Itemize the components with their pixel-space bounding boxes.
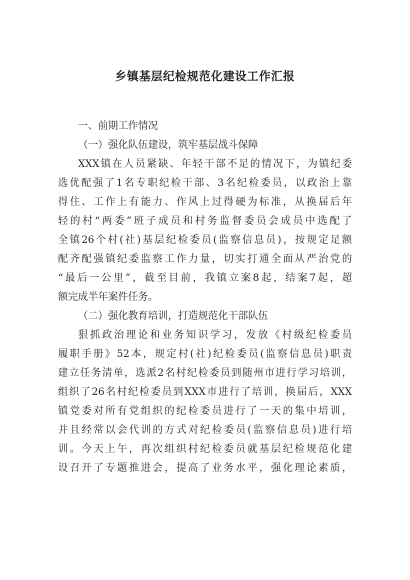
text-line: XXX镇在人员紧缺、年轻干部不足的情况下，为镇纪委	[78, 159, 352, 170]
text-line: 履职手册》52本，规定村(社)纪检委员(监察信息员)职责	[58, 349, 352, 360]
text-line: 配齐配强镇纪委监察工作力量，切实打通全面从严治党的	[58, 254, 352, 265]
text-line: 一、前期工作情况	[78, 121, 158, 132]
text-line: 额完成半年案件任务。	[58, 292, 158, 303]
text-line: 训。今天上午，再次组织村纪检委员就基层纪检规范化建	[58, 444, 352, 455]
text-line: 选优配强了1名专职纪检干部、3名纪检委员，以政治上靠	[58, 178, 352, 189]
text-line: 并且经常以会代训的方式对纪检委员(监察信息员)进行培	[58, 425, 352, 436]
text-line: 狠抓政治理论和业务知识学习，发放《村级纪检委员	[78, 330, 352, 341]
document-body	[58, 117, 352, 478]
document-title: 乡镇基层纪检规范化建设工作汇报	[115, 69, 295, 83]
text-line: “最后一公里”，截至目前，我镇立案8起，结案7起，超	[58, 273, 352, 284]
text-line: （一）强化队伍建设，筑牢基层战斗保障	[78, 140, 258, 151]
text-line: （二）强化教育培训，打造规范化干部队伍	[78, 311, 268, 322]
text-line: 轻的村“两委”班子成员和村务监督委员会成员中选配了	[58, 216, 352, 227]
text-line: 镇党委对所有党组织的纪检委员进行了一天的集中培训，	[58, 406, 352, 417]
text-line: 得住、工作上有能力、作风上过得硬为标准，从换届后年	[58, 197, 352, 208]
text-line: 全镇26个村(社)基层纪检委员(监察信息员)，按规定足额	[58, 235, 352, 246]
text-line: 组织了26名村纪检委员到XXX市进行了培训，换届后，XXX	[58, 387, 352, 398]
text-line: 设召开了专题推进会，提高了业务水平，强化理论素质，	[58, 463, 352, 474]
text-line: 建立任务清单，选派2名村纪检委员到随州市进行学习培训，	[58, 368, 352, 379]
